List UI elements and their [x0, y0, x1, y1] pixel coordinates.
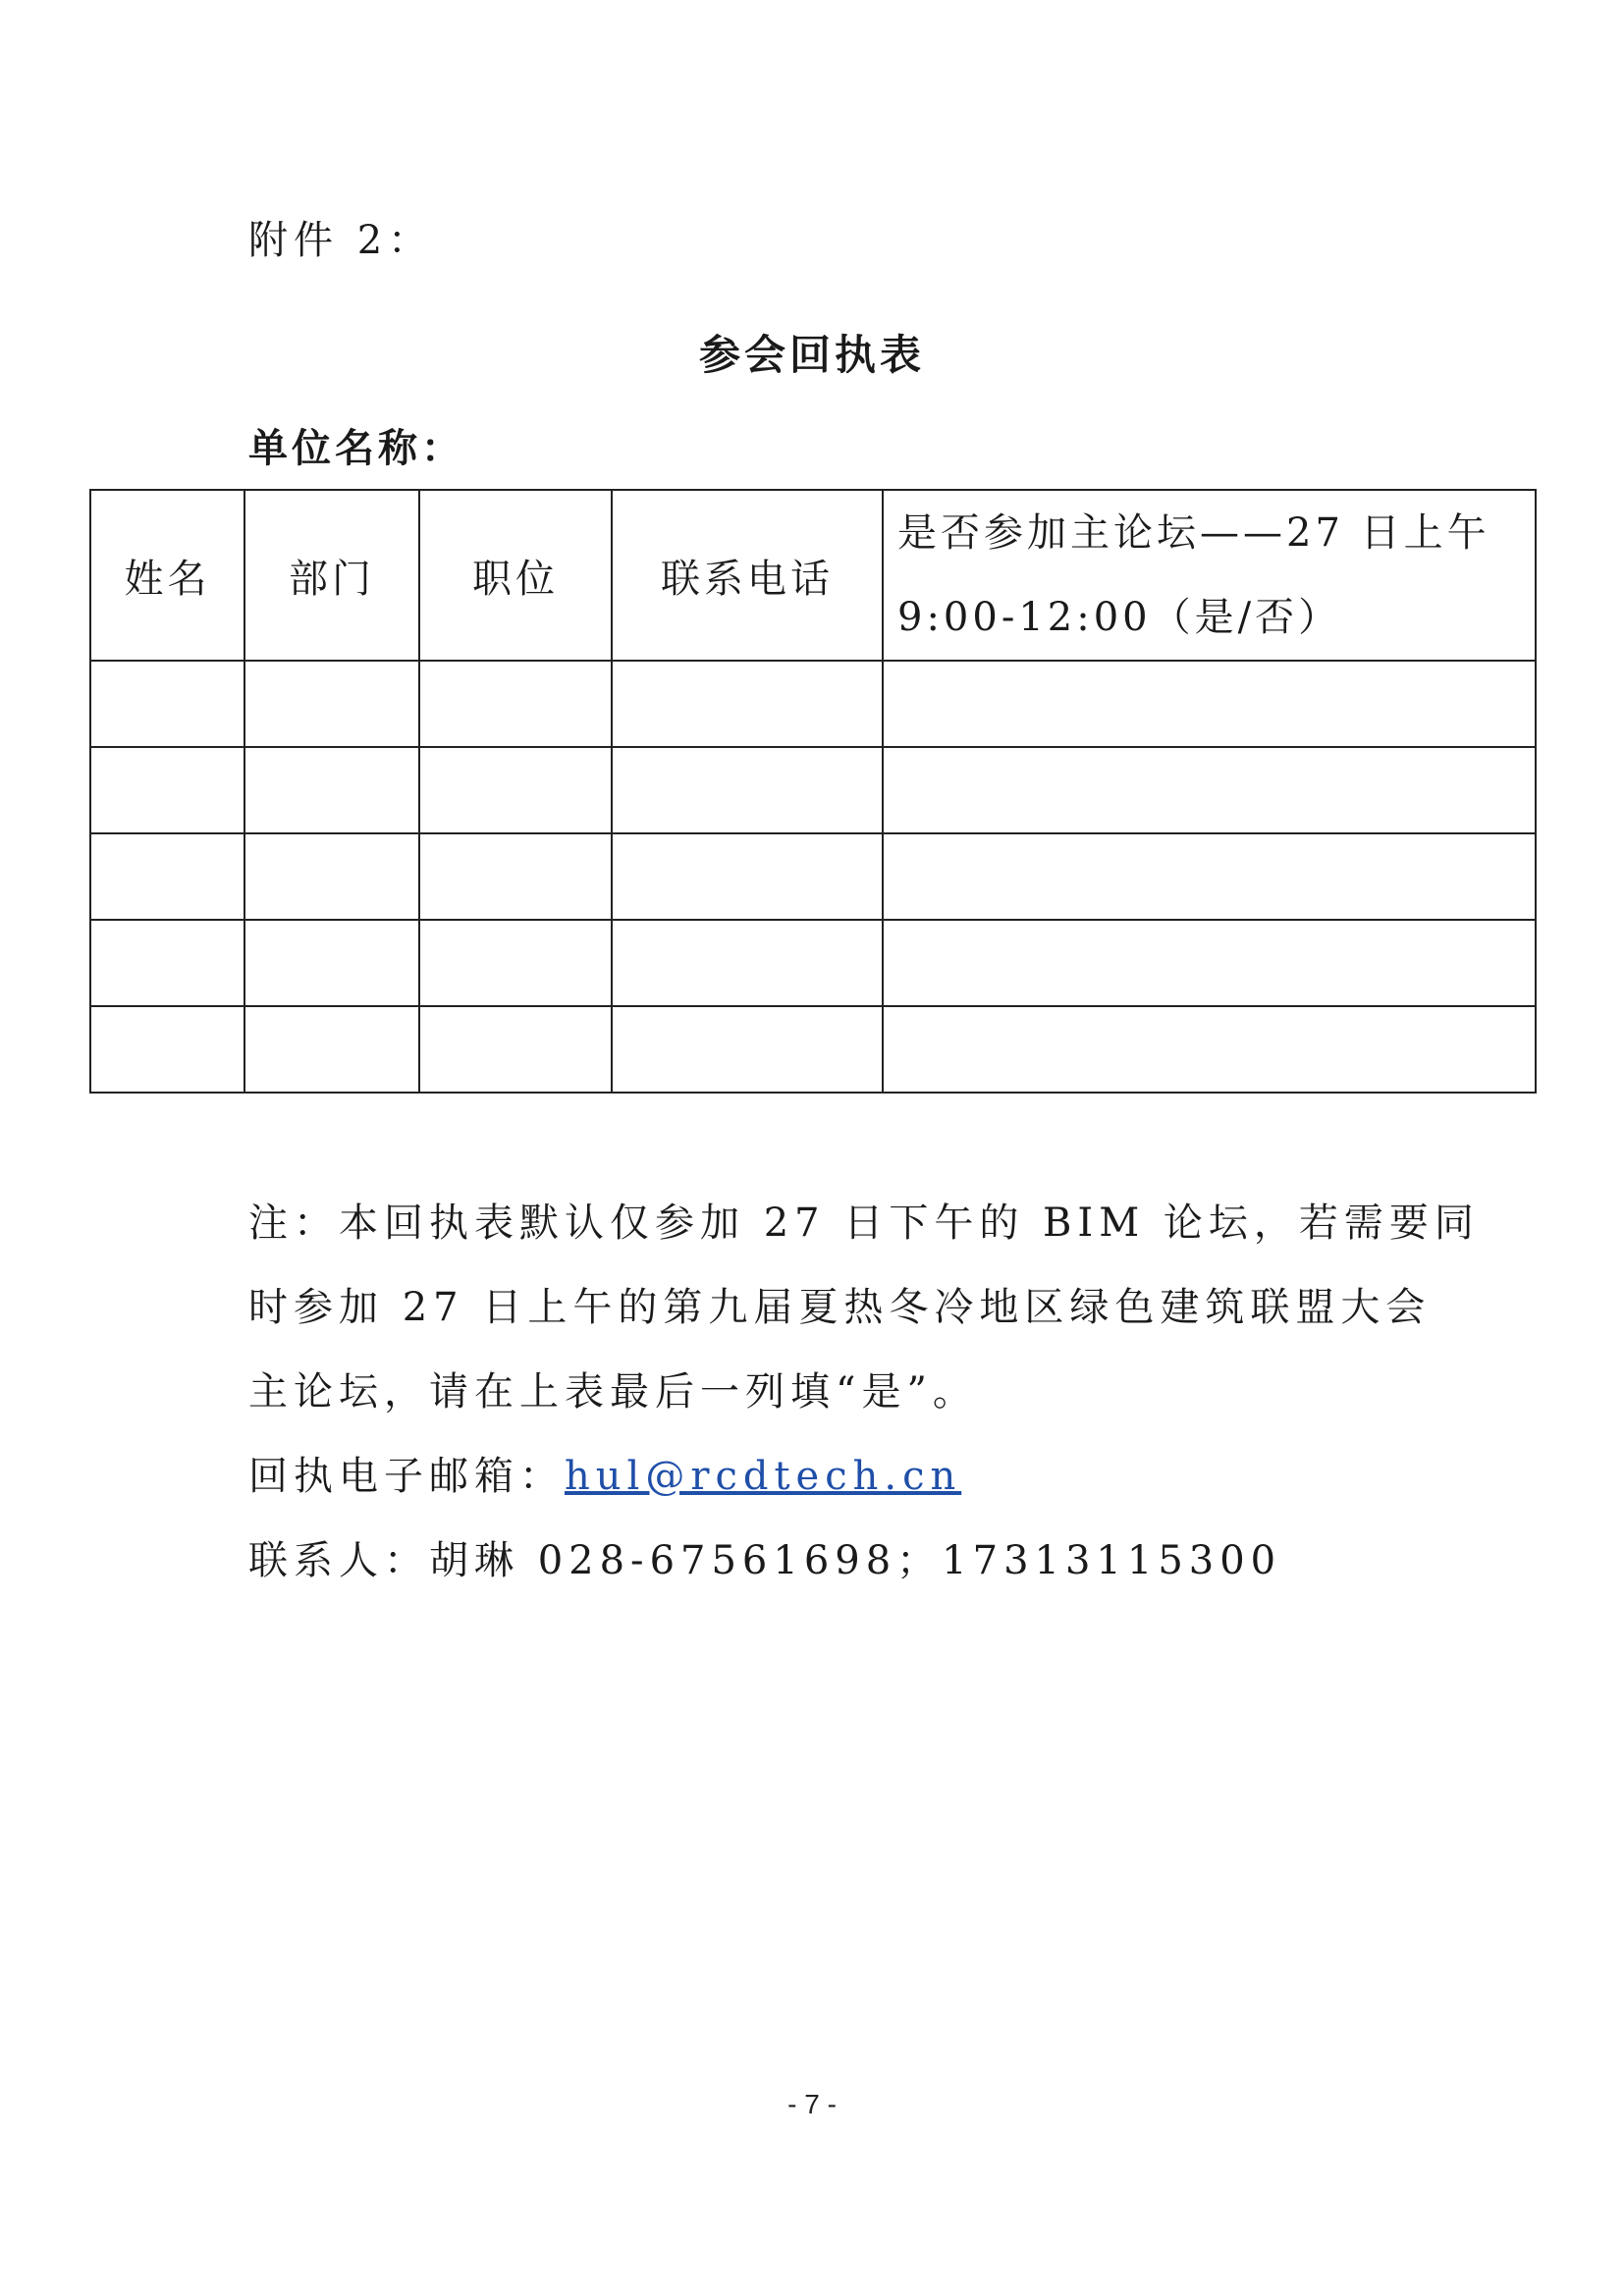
cell-phone[interactable] [612, 920, 883, 1006]
cell-position[interactable] [419, 747, 612, 833]
table-row [90, 833, 1536, 920]
cell-phone[interactable] [612, 1006, 883, 1093]
page-number: - 7 - [787, 2089, 837, 2119]
header-main-forum-line1: 是否参加主论坛——27 日上午 [897, 510, 1490, 556]
cell-main-forum[interactable] [883, 920, 1536, 1006]
email-line [248, 1447, 1387, 1506]
cell-phone[interactable] [612, 833, 883, 920]
header-main-forum [883, 490, 1536, 661]
table-header-row [90, 490, 1536, 661]
cell-phone[interactable] [612, 747, 883, 833]
contact-line: 联系人：胡琳 028-67561698；17313115300 [248, 1538, 1282, 1583]
cell-department[interactable] [244, 661, 419, 747]
cell-position[interactable] [419, 920, 612, 1006]
cell-position[interactable] [419, 1006, 612, 1093]
form-title: 参会回执表 [698, 331, 925, 379]
attachment-label: 附件 2： [248, 218, 434, 263]
cell-name[interactable] [90, 747, 244, 833]
note-line-3: 主论坛，请在上表最后一列填“是”。 [248, 1369, 978, 1415]
table-row [90, 1006, 1536, 1093]
cell-main-forum[interactable] [883, 833, 1536, 920]
header-phone: 联系电话 [612, 490, 883, 661]
cell-main-forum[interactable] [883, 747, 1536, 833]
header-position: 职位 [419, 490, 612, 661]
header-main-forum-line2: 9:00-12:00（是/否） [897, 595, 1342, 640]
header-name: 姓名 [90, 490, 244, 661]
cell-department[interactable] [244, 747, 419, 833]
cell-department[interactable] [244, 1006, 419, 1093]
table-row [90, 747, 1536, 833]
cell-name[interactable] [90, 833, 244, 920]
cell-name[interactable] [90, 920, 244, 1006]
table-row [90, 661, 1536, 747]
table-row [90, 920, 1536, 1006]
cell-department[interactable] [244, 920, 419, 1006]
receipt-table [89, 489, 1537, 1094]
note-line-1: 注：本回执表默认仅参加 27 日下午的 BIM 论坛，若需要同 [248, 1201, 1480, 1246]
email-link[interactable]: hul@rcdtech.cn [565, 1454, 962, 1499]
cell-position[interactable] [419, 833, 612, 920]
cell-main-forum[interactable] [883, 661, 1536, 747]
note-line-2: 时参加 27 日上午的第九届夏热冬冷地区绿色建筑联盟大会 [248, 1285, 1432, 1330]
header-department: 部门 [244, 490, 419, 661]
cell-name[interactable] [90, 1006, 244, 1093]
cell-department[interactable] [244, 833, 419, 920]
cell-phone[interactable] [612, 661, 883, 747]
cell-name[interactable] [90, 661, 244, 747]
email-label: 回执电子邮箱： [248, 1454, 565, 1499]
cell-main-forum[interactable] [883, 1006, 1536, 1093]
cell-position[interactable] [419, 661, 612, 747]
unit-name-label: 单位名称： [248, 426, 464, 471]
